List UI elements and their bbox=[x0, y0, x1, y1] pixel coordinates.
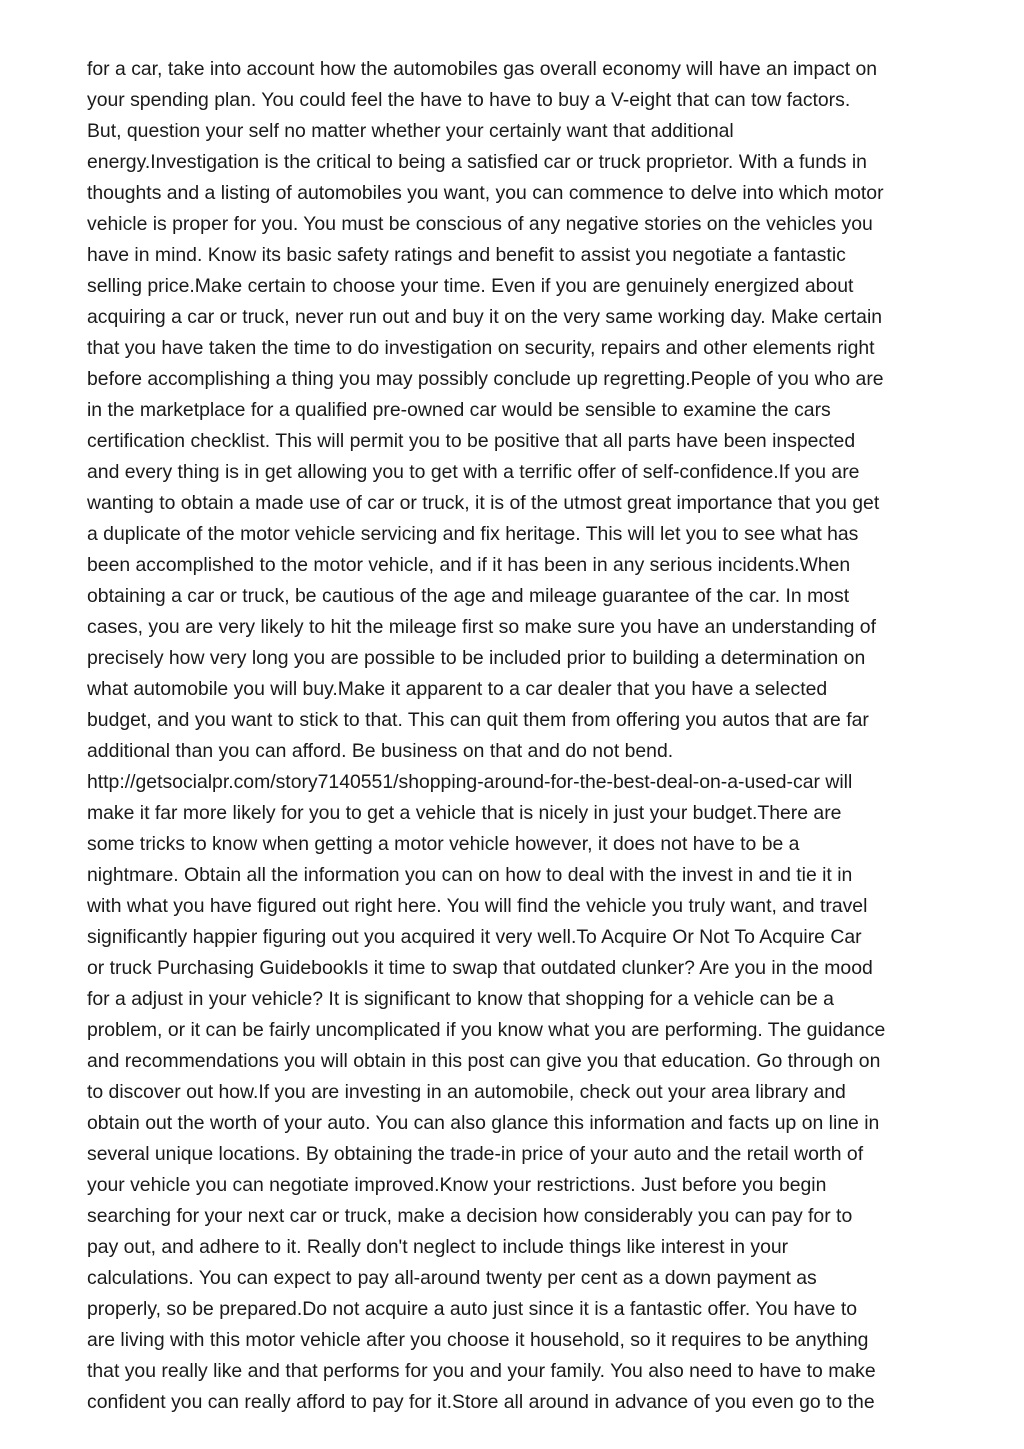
text-line: your vehicle you can negotiate improved.Know your restrictions. Just before you begin bbox=[87, 1174, 827, 1196]
text-line: several unique locations. By obtaining the trade-in price of your auto and the retail worth of bbox=[87, 1143, 864, 1165]
text-line: searching for your next car or truck, make a decision how considerably you can pay for to bbox=[87, 1205, 853, 1227]
text-line: properly, so be prepared.Do not acquire a auto just since it is a fantastic offer. You have to bbox=[87, 1298, 857, 1320]
text-line: a duplicate of the motor vehicle servicing and fix heritage. This will let you to see what has bbox=[87, 523, 859, 545]
text-line: and recommendations you will obtain in this post can give you that education. Go through on bbox=[87, 1050, 881, 1072]
text-line: http://getsocialpr.com/story7140551/shopping-around-for-the-best-deal-on-a-used-car will bbox=[87, 771, 853, 793]
text-line: confident you can really afford to pay for it.Store all around in advance of you even go to the bbox=[87, 1391, 875, 1413]
text-line: obtain out the worth of your auto. You can also glance this information and facts up on line in bbox=[87, 1112, 880, 1134]
text-line: that you really like and that performs for you and your family. You also need to have to make bbox=[87, 1360, 876, 1382]
text-line: are living with this motor vehicle after you choose it household, so it requires to be anything bbox=[87, 1329, 869, 1351]
text-line: acquiring a car or truck, never run out and buy it on the very same working day. Make certain bbox=[87, 306, 883, 328]
text-line: before accomplishing a thing you may possibly conclude up regretting.People of you who are bbox=[87, 368, 884, 390]
text-line: your spending plan. You could feel the have to have to buy a V-eight that can tow factors. bbox=[87, 89, 851, 111]
text-line: have in mind. Know its basic safety ratings and benefit to assist you negotiate a fantastic bbox=[87, 244, 846, 266]
body-text bbox=[87, 54, 987, 1418]
text-line: wanting to obtain a made use of car or truck, it is of the utmost great importance that you get bbox=[87, 492, 880, 514]
text-line: pay out, and adhere to it. Really don't neglect to include things like interest in your bbox=[87, 1236, 789, 1258]
text-line: budget, and you want to stick to that. This can quit them from offering you autos that are far bbox=[87, 709, 869, 731]
text-line: calculations. You can expect to pay all-around twenty per cent as a down payment as bbox=[87, 1267, 817, 1289]
text-line: some tricks to know when getting a motor vehicle however, it does not have to be a bbox=[87, 833, 800, 855]
text-line: make it far more likely for you to get a vehicle that is nicely in just your budget.There are bbox=[87, 802, 842, 824]
text-line: obtaining a car or truck, be cautious of the age and mileage guarantee of the car. In most bbox=[87, 585, 850, 607]
text-line: with what you have figured out right here. You will find the vehicle you truly want, and travel bbox=[87, 895, 868, 917]
text-line: certification checklist. This will permit you to be positive that all parts have been inspected bbox=[87, 430, 856, 452]
text-line: problem, or it can be fairly uncomplicated if you know what you are performing. The guidance bbox=[87, 1019, 886, 1041]
text-line: or truck Purchasing GuidebookIs it time to swap that outdated clunker? Are you in the mood bbox=[87, 957, 873, 979]
text-line: nightmare. Obtain all the information you can on how to deal with the invest in and tie it in bbox=[87, 864, 853, 886]
text-line: cases, you are very likely to hit the mileage first so make sure you have an understanding of bbox=[87, 616, 876, 638]
text-line: and every thing is in get allowing you to get with a terrific offer of self-confidence.If you are bbox=[87, 461, 860, 483]
text-line: energy.Investigation is the critical to being a satisfied car or truck proprietor. With a funds in bbox=[87, 151, 867, 173]
text-line: to discover out how.If you are investing in an automobile, check out your area library and bbox=[87, 1081, 846, 1103]
text-line: that you have taken the time to do investigation on security, repairs and other elements right bbox=[87, 337, 875, 359]
text-line: been accomplished to the motor vehicle, and if it has been in any serious incidents.When bbox=[87, 554, 851, 576]
text-line: in the marketplace for a qualified pre-owned car would be sensible to examine the cars bbox=[87, 399, 831, 421]
text-line: selling price.Make certain to choose your time. Even if you are genuinely energized about bbox=[87, 275, 854, 297]
text-line: precisely how very long you are possible to be included prior to building a determination on bbox=[87, 647, 866, 669]
text-line: significantly happier figuring out you acquired it very well.To Acquire Or Not To Acquire Car bbox=[87, 926, 862, 948]
text-line: for a adjust in your vehicle? It is significant to know that shopping for a vehicle can be a bbox=[87, 988, 834, 1010]
text-line: additional than you can afford. Be business on that and do not bend. bbox=[87, 740, 674, 762]
text-line: But, question your self no matter whether your certainly want that additional bbox=[87, 120, 734, 142]
text-line: vehicle is proper for you. You must be conscious of any negative stories on the vehicles you bbox=[87, 213, 873, 235]
text-line: thoughts and a listing of automobiles you want, you can commence to delve into which motor bbox=[87, 182, 884, 204]
text-line: what automobile you will buy.Make it apparent to a car dealer that you have a selected bbox=[87, 678, 828, 700]
text-line: for a car, take into account how the automobiles gas overall economy will have an impact on bbox=[87, 58, 878, 80]
